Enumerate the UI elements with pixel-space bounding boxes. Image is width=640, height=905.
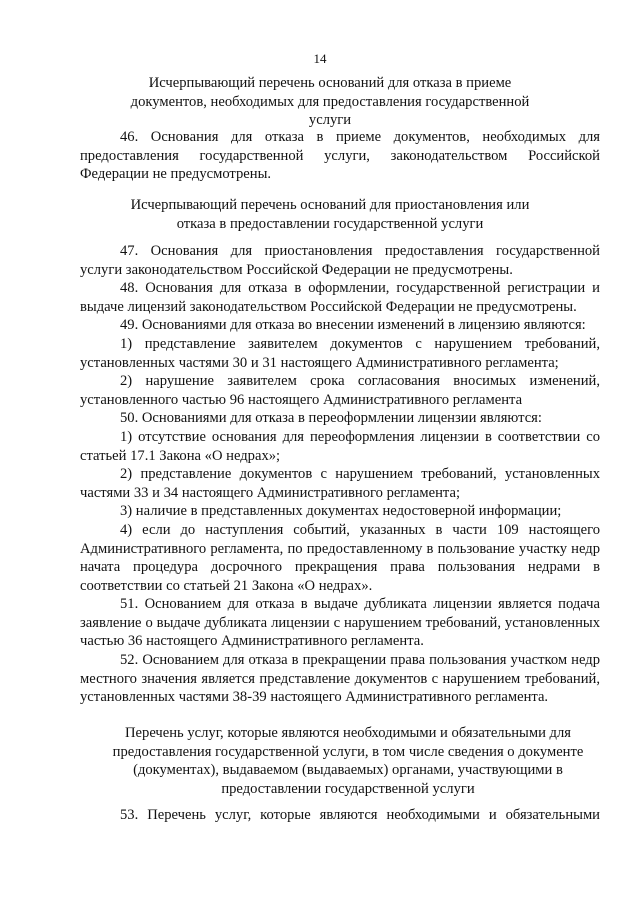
paragraph-51: 51. Основанием для отказа в выдаче дубликата лицензии является подача заявление о выдаче дубликата лицензии с нарушением требований, установленных частью 36 настоящего Административного регламента. — [80, 596, 600, 650]
paragraph-50: 50. Основаниями для отказа в переоформлении лицензии являются: — [120, 410, 542, 427]
paragraph-50-item-3: 3) наличие в представленных документах недостоверной информации; — [120, 503, 562, 520]
paragraph-50-item-1: 1) отсутствие основания для переоформления лицензии в соответствии со статьей 17.1 Закона «О недрах»; — [80, 428, 600, 464]
section-heading-necessary-services: Перечень услуг, которые являются необходимыми и обязательными для предоставления государственной услуги, в том числе сведения о документе (документах), выдаваемом (выдаваемых) органами, участвующими в предоставлении государственной услуги — [112, 725, 584, 797]
paragraph-49: 49. Основаниями для отказа во внесении изменений в лицензию являются: — [120, 317, 586, 334]
section-heading-suspension-refusal: Исчерпывающий перечень оснований для приостановления или отказа в предоставлении государственной услуги — [130, 197, 530, 232]
paragraph-53 — [80, 806, 600, 825]
paragraph-48: 48. Основания для отказа в оформлении, государственной регистрации и выдаче лицензий законодательством Российской Федерации не предусмотрены. — [80, 280, 600, 315]
section-heading-refusal-documents: Исчерпывающий перечень оснований для отказа в приеме документов, необходимых для предоставления государственной услуги — [130, 75, 530, 129]
paragraph-50-item-2: 2) представление документов с нарушением требований, установленных частями 33 и 34 настоящего Административного регламента; — [80, 466, 600, 501]
paragraph-46 — [80, 128, 600, 184]
paragraph-text: 53. Перечень услуг, которые являются необходимыми и обязательными — [120, 807, 600, 823]
paragraph-text: 46. Основания для отказа в приеме документов, необходимых для предоставления государственной услуги, законодательством Российской Федерации не предусмотрены. — [80, 129, 600, 183]
paragraph-47: 47. Основания для приостановления предоставления государственной услуги законодательством Российской Федерации не предусмотрены. — [80, 243, 600, 278]
paragraph-49-item-1: 1) представление заявителем документов с нарушением требований, установленных частями 30 и 31 настоящего Административного регламента; — [80, 335, 600, 371]
paragraph-49-item-2: 2) нарушение заявителем срока согласования вносимых изменений, установленного частью 96 настоящего Административного регламента — [80, 373, 600, 408]
page-number: 14 — [313, 51, 327, 66]
paragraph-50-item-4: 4) если до наступления событий, указанных в части 109 настоящего Административного регламента, по предоставленному в пользование участку недр начата процедура досрочного прекращения права пользования недрами в соответствии со статьей 21 Закона «О недрах». — [80, 521, 600, 594]
paragraphs-47-52 — [80, 242, 600, 707]
paragraph-52: 52. Основанием для отказа в прекращении права пользования участком недр местного значения является представление документов с нарушением требований, установленных частями 38-39 настоящего Административного регламента. — [80, 652, 600, 706]
